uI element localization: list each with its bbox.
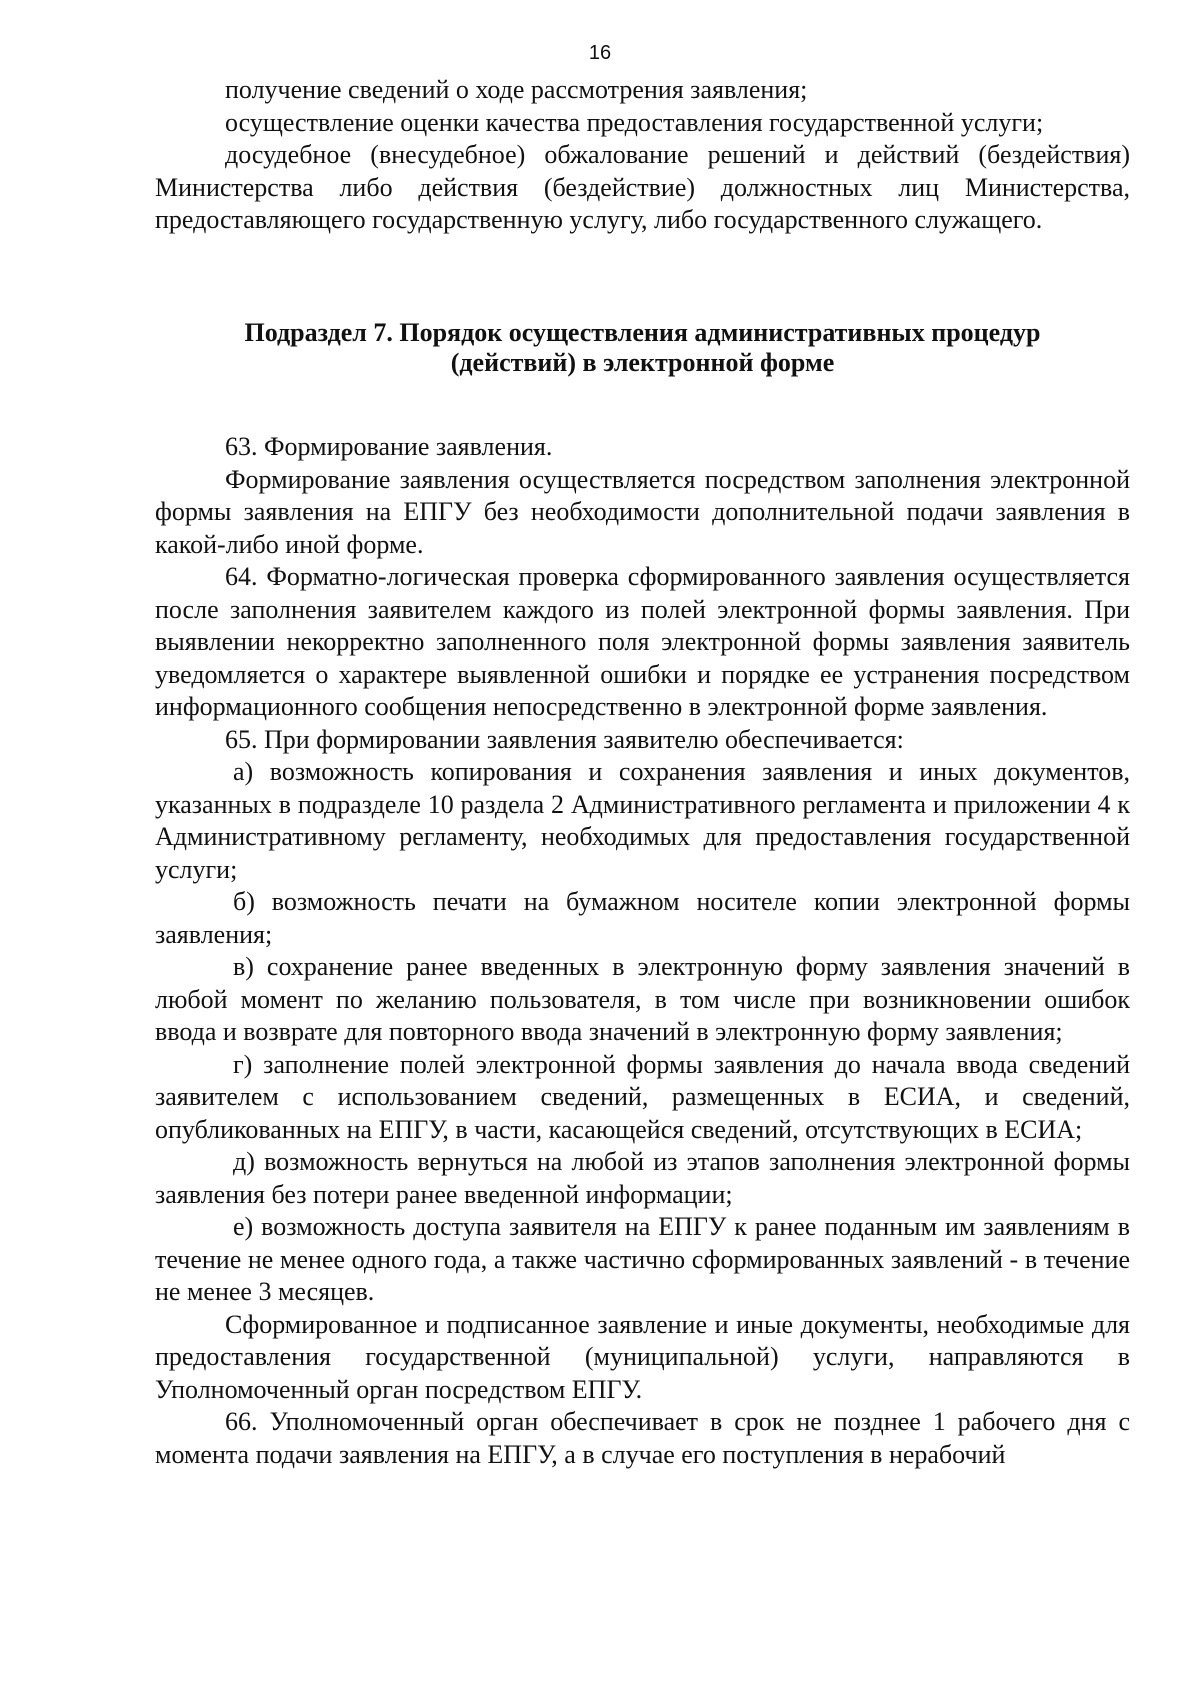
list-item: б) возможность печати на бумажном носителе копии электронной формы заявления; — [155, 887, 1130, 949]
paragraph: 63. Формирование заявления. — [225, 432, 553, 461]
section-heading-line: Подраздел 7. Порядок осуществления административных процедур — [244, 318, 1041, 347]
page-number: 16 — [588, 42, 612, 64]
paragraph: Формирование заявления осуществляется посредством заполнения электронной формы заявления на ЕПГУ без необходимости дополнительной подачи заявления в какой-либо иной форме. — [155, 464, 1130, 559]
paragraph: получение сведений о ходе рассмотрения заявления; — [225, 75, 808, 104]
paragraph: Сформированное и подписанное заявление и иные документы, необходимые для предоставления государственной (муниципальной) услуги, направляются в Уполномоченный орган посредством ЕПГУ. — [155, 1309, 1130, 1404]
list-item: д) возможность вернуться на любой из этапов заполнения электронной формы заявления без потери ранее введенной информации; — [155, 1147, 1130, 1209]
section-heading-line: (действий) в электронной форме — [450, 348, 835, 377]
section-heading — [155, 318, 1130, 378]
list-item: г) заполнение полей электронной формы заявления до начала ввода сведений заявителем с использованием сведений, размещенных в ЕСИА, и сведений, опубликованных на ЕПГУ, в части, касающейся сведений, отсутствующих в ЕСИА; — [155, 1049, 1130, 1144]
paragraph: 66. Уполномоченный орган обеспечивает в срок не позднее 1 рабочего дня с момента подачи заявления на ЕПГУ, а в случае его поступления в нерабочий — [155, 1407, 1130, 1469]
list-item: в) сохранение ранее введенных в электронную форму заявления значений в любой момент по желанию пользователя, в том числе при возникновении ошибок ввода и возврате для повторного ввода значений в электронную форму заявления; — [155, 952, 1130, 1046]
list-item: а) возможность копирования и сохранения заявления и иных документов, указанных в подразделе 10 раздела 2 Административного регламента и приложении 4 к Административному регламенту, необходимых для предоставления государственной услуги; — [155, 757, 1130, 884]
main-text-block — [155, 431, 1130, 1471]
paragraph: 64. Форматно-логическая проверка сформированного заявления осуществляется после заполнения заявителем каждого из полей электронной формы заявления. При выявлении некорректно заполненного поля электронной формы заявления заявитель уведомляется о характере выявленной ошибки и порядке ее устранения посредством информационного сообщения непосредственно в электронной форме заявления. — [155, 562, 1130, 721]
top-text-block — [155, 74, 1130, 237]
paragraph: досудебное (внесудебное) обжалование решений и действий (бездействия) Министерства либо действия (бездействие) должностных лиц Министерства, предоставляющего государственную услугу, либо государственного служащего. — [155, 140, 1130, 234]
paragraph: осуществление оценки качества предоставления государственной услуги; — [225, 107, 1044, 137]
paragraph: 65. При формировании заявления заявителю обеспечивается: — [225, 724, 904, 754]
list-item: е) возможность доступа заявителя на ЕПГУ к ранее поданным им заявлениям в течение не менее одного года, а также частично сформированных заявлений - в течение не менее 3 месяцев. — [155, 1212, 1130, 1306]
